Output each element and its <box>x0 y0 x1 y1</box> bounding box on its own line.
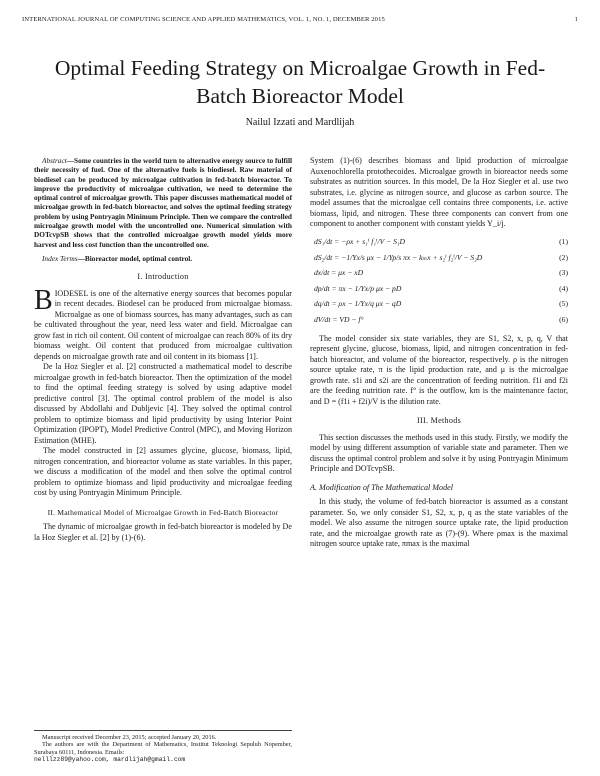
equation-5-rhs: = ρx − 1/Yx/q μx − qD <box>331 299 402 308</box>
index-terms-label: Index Terms <box>42 253 78 263</box>
abstract-text: —Some countries in the world turn to alternative energy source to fulfill their necessity of fuel. One of the alternative fuels is biodiesel. Raw material of biodiesel can be produced by microalgae cultivation in fed-batch bioreactor. To improve the productivity of microalgae cultivation, we need to determine the optimal control of microalgae growth. This paper discusses mathematical model of microalgae growth in fed-batch bioreactor, and solves the optimal feeding strategy problem by using Pontryagin Minimum Principle. Then we compare the controlled microalgae growth model with the uncontrolled one. Numerical simulation with DOTcvpSB shows that the controlled microalgae growth model yields more harvest and less cost function than the uncontrolled one. <box>34 156 292 249</box>
equation-5-number: (5) <box>559 299 568 308</box>
index-terms-text: —Bioreactor model, optimal control. <box>77 253 193 263</box>
intro-paragraph-1-text: IODESEL is one of the alternative energy sources that becomes popular in recent decades. Biodesel can be produced from microalgae biomass. Microalgae as one of biomass sources, has many advantages, such as can be cultivated throughout the year, need less water and field. Microalgae can grow fast in rich oil content. Oil content of microalgae can reach 80% of its dry biomass weight. Oil content that produced from microalgae cultivation depends on microalgae growth rate and oil content in its biomass [1]. <box>34 288 292 361</box>
equation-1 <box>310 235 568 251</box>
intro-paragraph-1 <box>34 284 292 363</box>
paper-authors: Nailul Izzati and Mardlijah <box>245 117 355 128</box>
equation-2-rhs: = −1/Yx/s μx − 1/Yp/s πx − kₘx + s₂ⁱ f₂ⁱ/V − S₂D <box>334 252 483 262</box>
intro-paragraph-2: De la Hoz Siegler et al. [2] constructed a mathematical model to describe microalgae growth in fed-batch bioreactor. Then the optimization of the model to find the optimal feeding strategy is solved by using adaptive model predictive control [3]. The optimal control problem of the model is also discussed by Abdollahi and Dubljevic [4]. They solved the optimal control problem to optimize biomass and lipid productivity by using Interior Point Optimization (IPOPT), Model Predictive Control (MPC), and Moving Horizon Estimation (MHE). <box>34 362 292 445</box>
model-paragraph-3: The model consider six state variables, they are S1, S2, x, p, q, V that represent glycine, glucose, biomass, lipid, and nitrogen concentration in fed-batch bioreactor, and volume of the bioreactor, respectively. ρ is the nitrogen source uptake rate, π is the lipid production rate, and μ is the microalgae growth rate. s1i and s2i are the concentration of feeding nutrition. f1i and f2i are the feeding nutrition rate. f° is the outflow, km is the maintenance factor, and D = (f1i + f2i)/V is the dilution rate. <box>310 333 568 406</box>
intro-paragraph-3: The model constructed in [2] assumes glycine, glucose, biomass, lipid, nitrogen concentration, and bioreactor volume as state variables. In this paper, we discuss a modification of the model and then solve the optimal control problem to optimize biomass and lipid productivity and microalgae feeding cost by using Pontryagin Minimum Principle. <box>34 446 292 498</box>
equation-1-lhs: dS₁/dt <box>314 237 333 246</box>
footnote-emails: nelllzz89@yahoo.com, mardlijah@gmail.com <box>34 756 186 764</box>
paper-title: Optimal Feeding Strategy on Microalgae Growth in Fed-Batch Bioreactor Model <box>54 56 546 108</box>
page-number: 1 <box>574 16 578 23</box>
equation-2-lhs: dS₂/dt <box>314 252 333 262</box>
abstract <box>34 156 292 249</box>
equation-1-rhs: = −ρx + s₁ⁱ f₁ⁱ/V − S₁D <box>334 237 406 246</box>
running-title: INTERNATIONAL JOURNAL OF COMPUTING SCIENCE AND APPLIED MATHEMATICS, VOL. 1, NO. 1, DECEMBER 2015 <box>22 16 385 23</box>
equation-3-number: (3) <box>559 268 568 277</box>
equation-4-number: (4) <box>559 283 568 293</box>
equation-6-lhs: dV/dt <box>314 314 331 324</box>
methods-paragraph-1: This section discusses the methods used in this study. Firstly, we modify the model by using different assumption of variable state and parameter. Then we discuss the optimal control problem and solve it by using Pontryagin Minimum Principle and DOTcvpSB. <box>310 432 568 473</box>
equation-3 <box>310 266 568 282</box>
model-paragraph-2: System (1)-(6) describes biomass and lipid production of microalgae Auxenochlorella protothecoides. Microalgae growth in bioreactor needs some substrates as nutrition sources. In this model, De la Hoz Siegler et al. use two substrates, i.e. glycine as nitrogen source, and glucose as carbon source. The model assumes that the microalgae cell contains three components, i.e. active biomass, lipid, and nitrogen. These three components can convert from one component to another component with constant yields Y_i/j. <box>310 156 568 228</box>
equation-2 <box>310 250 568 266</box>
equation-3-lhs: dx/dt <box>314 268 330 277</box>
equation-2-number: (2) <box>559 252 568 262</box>
equation-1-number: (1) <box>559 237 568 246</box>
section-heading-introduction: I. Introduction <box>137 272 189 282</box>
equation-4-lhs: dp/dt <box>314 283 330 293</box>
footnote-affiliation: The authors are with the Department of Mathematics, Institut Teknologi Sepuluh Nopember, Surabaya 60111, Indonesia. Emails: <box>34 741 292 756</box>
model-paragraph-1: The dynamic of microalgae growth in fed-batch bioreactor is modeled by De la Hoz Siegler et al. [2] by (1)-(6). <box>34 522 292 542</box>
modification-paragraph-1: In this study, the volume of fed-batch bioreactor is assumed as a constant parameter. So, we only consider S1, S2, x, p, q as the state variables of the model. We also assume the nitrogen source uptake rate, the lipid production rate, and the microalgae growth rate as (7)-(9). Where ρmax is the maximal nitrogen source uptake rate, πmax is the maximal <box>310 497 568 548</box>
equation-6 <box>310 312 568 328</box>
section-heading-model: II. Mathematical Model of Microalgae Growth in Fed-Batch Bioreactor <box>47 507 279 517</box>
equation-6-number: (6) <box>559 314 568 324</box>
left-column <box>34 156 292 543</box>
index-terms <box>34 254 292 263</box>
equation-4-rhs: = πx − 1/Yx/p μx − pD <box>331 283 402 293</box>
equation-3-rhs: = μx − xD <box>331 268 364 277</box>
equation-4 <box>310 281 568 297</box>
subsection-heading-modification: A. Modification of The Mathematical Model <box>310 482 453 492</box>
running-header <box>22 16 578 23</box>
dropcap-letter: B <box>34 284 53 316</box>
equation-5 <box>310 297 568 313</box>
right-column <box>310 156 568 550</box>
footnote <box>34 730 292 764</box>
equation-6-rhs: = VD − f° <box>332 314 364 324</box>
section-heading-methods: III. Methods <box>416 416 462 425</box>
equation-5-lhs: dq/dt <box>314 299 330 308</box>
abstract-label: Abstract <box>42 156 67 165</box>
equation-block <box>310 235 568 328</box>
footnote-received: Manuscript received December 23, 2015; accepted January 20, 2016. <box>42 734 217 741</box>
